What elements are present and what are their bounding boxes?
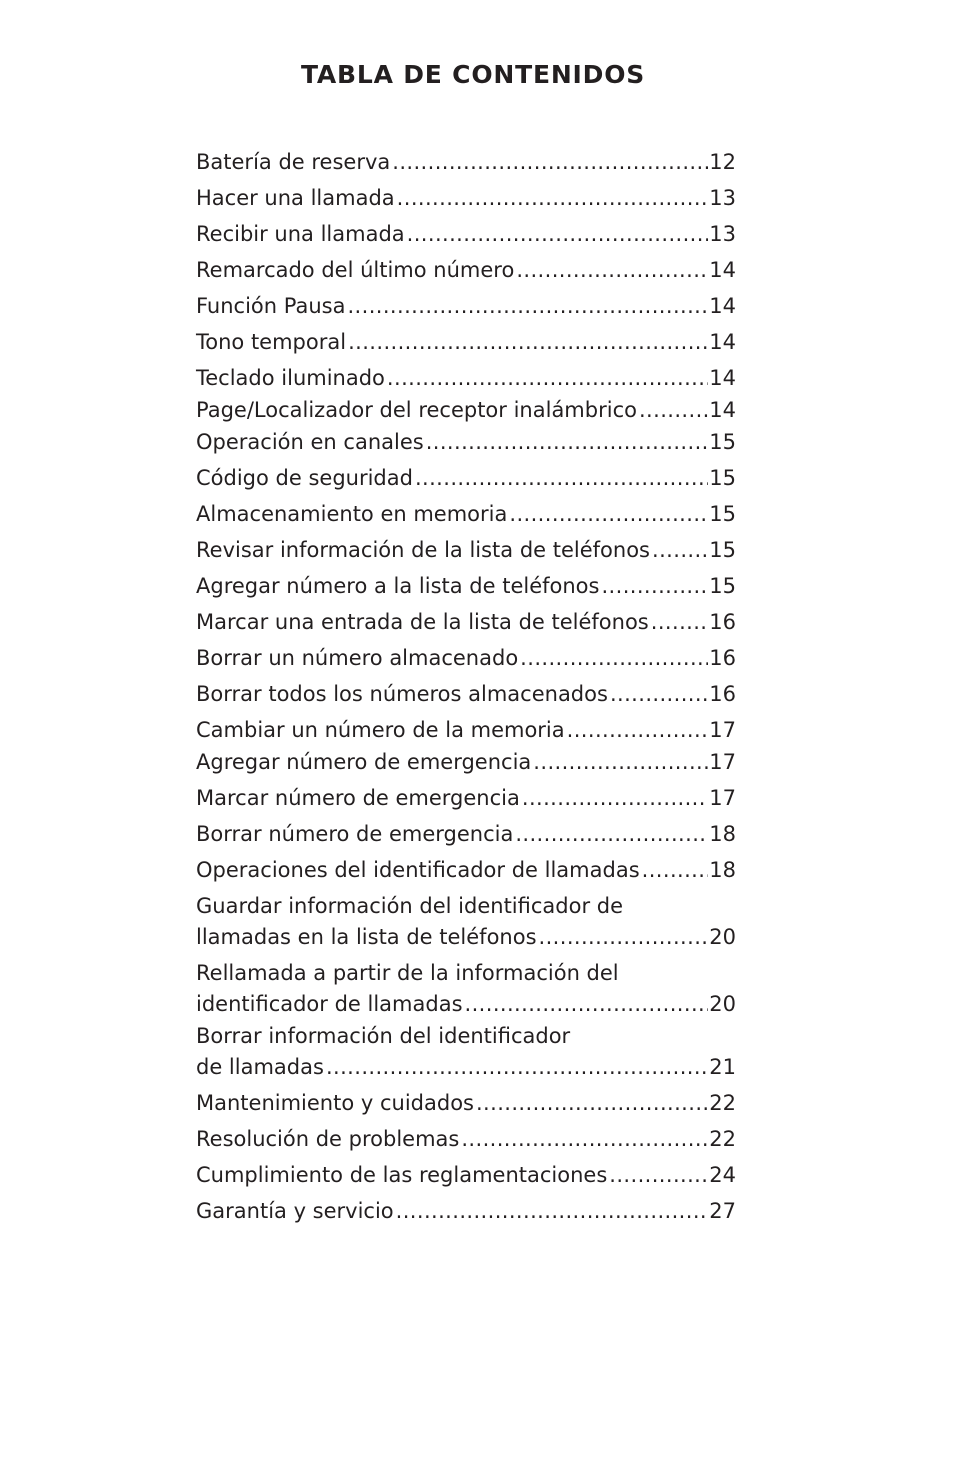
toc-entry bbox=[196, 607, 736, 638]
toc-entry bbox=[196, 958, 736, 1020]
dot-leader bbox=[387, 363, 708, 394]
dot-leader bbox=[652, 535, 708, 566]
toc-entry bbox=[196, 747, 736, 778]
dot-leader bbox=[426, 427, 709, 458]
toc-entry bbox=[196, 255, 736, 286]
dot-leader bbox=[639, 395, 708, 426]
toc-entry-label: Cumplimiento de las reglamentaciones bbox=[196, 1163, 608, 1187]
toc-entry-label: Resolución de problemas bbox=[196, 1127, 460, 1151]
toc-entry-page: 18 bbox=[709, 822, 736, 846]
toc-entry bbox=[196, 1088, 736, 1119]
toc-entry bbox=[196, 363, 736, 394]
toc-entry-label: Revisar información de la lista de teléfonos bbox=[196, 538, 651, 562]
toc-entry bbox=[196, 219, 736, 250]
toc-entry bbox=[196, 291, 736, 322]
toc-entry-label: Marcar una entrada de la lista de teléfonos bbox=[196, 610, 649, 634]
dot-leader bbox=[520, 643, 708, 674]
toc-entry-page: 14 bbox=[709, 294, 736, 318]
dot-leader bbox=[642, 855, 709, 886]
toc-entry-label: Código de seguridad bbox=[196, 466, 413, 490]
toc-entry-label: Mantenimiento y cuidados bbox=[196, 1091, 474, 1115]
toc-entry bbox=[196, 1160, 736, 1191]
toc-entry bbox=[196, 571, 736, 602]
toc-entry bbox=[196, 819, 736, 850]
toc-entry-page: 27 bbox=[709, 1199, 736, 1223]
toc-entry-label-line1: Guardar información del identificador de bbox=[196, 894, 624, 918]
toc-entry-label: Cambiar un número de la memoria bbox=[196, 718, 565, 742]
toc-entry-page: 15 bbox=[709, 502, 736, 526]
dot-leader bbox=[461, 1124, 708, 1155]
dot-leader bbox=[601, 571, 708, 602]
toc-entry bbox=[196, 891, 736, 953]
toc-entry-label: Función Pausa bbox=[196, 294, 346, 318]
toc-entry-label: Hacer una llamada bbox=[196, 186, 395, 210]
toc-entry-page: 14 bbox=[709, 398, 736, 422]
toc-entry-label: Operaciones del identificador de llamadas bbox=[196, 858, 640, 882]
toc-entry bbox=[196, 1021, 736, 1083]
toc-entry-label: llamadas en la lista de teléfonos bbox=[196, 925, 537, 949]
toc-entry-label: Borrar todos los números almacenados bbox=[196, 682, 608, 706]
dot-leader bbox=[609, 1160, 708, 1191]
toc-entry-label: de llamadas bbox=[196, 1055, 324, 1079]
toc-entry-label: Garantía y servicio bbox=[196, 1199, 394, 1223]
dot-leader bbox=[515, 819, 708, 850]
toc-entry-page: 16 bbox=[709, 610, 736, 634]
dot-leader bbox=[415, 463, 708, 494]
toc-entry bbox=[196, 183, 736, 214]
toc-entry-label-line1: Borrar información del identificador bbox=[196, 1024, 571, 1048]
table-of-contents bbox=[196, 147, 736, 1227]
toc-entry bbox=[196, 395, 736, 426]
toc-entry-label: Teclado iluminado bbox=[196, 366, 385, 390]
toc-entry-page: 24 bbox=[709, 1163, 736, 1187]
toc-entry-label: Page/Localizador del receptor inalámbrico bbox=[196, 398, 637, 422]
toc-entry-page: 15 bbox=[709, 538, 736, 562]
toc-entry bbox=[196, 535, 736, 566]
dot-leader bbox=[533, 747, 708, 778]
dot-leader bbox=[407, 219, 709, 250]
dot-leader bbox=[509, 499, 708, 530]
dot-leader bbox=[539, 922, 709, 953]
toc-entry-page: 18 bbox=[709, 858, 736, 882]
toc-entry-page: 15 bbox=[709, 574, 736, 598]
toc-entry-page: 20 bbox=[709, 992, 736, 1016]
toc-entry-page: 15 bbox=[709, 430, 736, 454]
toc-entry-page: 22 bbox=[709, 1091, 736, 1115]
toc-entry-page: 22 bbox=[709, 1127, 736, 1151]
dot-leader bbox=[347, 291, 708, 322]
toc-entry-page: 14 bbox=[709, 258, 736, 282]
toc-entry-label: Remarcado del último número bbox=[196, 258, 515, 282]
toc-entry-page: 16 bbox=[709, 646, 736, 670]
dot-leader bbox=[476, 1088, 708, 1119]
toc-entry-page: 17 bbox=[709, 786, 736, 810]
dot-leader bbox=[396, 1196, 709, 1227]
toc-entry bbox=[196, 855, 736, 886]
toc-entry bbox=[196, 499, 736, 530]
toc-entry-label-line1: Rellamada a partir de la información del bbox=[196, 961, 619, 985]
toc-entry-label: Recibir una llamada bbox=[196, 222, 405, 246]
toc-entry bbox=[196, 715, 736, 746]
dot-leader bbox=[610, 679, 708, 710]
dot-leader bbox=[567, 715, 709, 746]
dot-leader bbox=[651, 607, 709, 638]
dot-leader bbox=[522, 783, 708, 814]
toc-entry bbox=[196, 147, 736, 178]
dot-leader bbox=[348, 327, 708, 358]
toc-entry-page: 13 bbox=[709, 222, 736, 246]
toc-entry-label: Tono temporal bbox=[196, 330, 347, 354]
toc-entry-page: 21 bbox=[709, 1055, 736, 1079]
toc-entry-label: Batería de reserva bbox=[196, 150, 391, 174]
toc-entry-page: 17 bbox=[709, 718, 736, 742]
toc-entry-label: Almacenamiento en memoria bbox=[196, 502, 508, 526]
toc-entry bbox=[196, 643, 736, 674]
toc-entry bbox=[196, 1196, 736, 1227]
toc-entry bbox=[196, 427, 736, 458]
dot-leader bbox=[516, 255, 708, 286]
toc-entry-page: 15 bbox=[709, 466, 736, 490]
dot-leader bbox=[326, 1052, 708, 1083]
dot-leader bbox=[397, 183, 709, 214]
toc-entry-page: 13 bbox=[709, 186, 736, 210]
toc-entry bbox=[196, 327, 736, 358]
toc-entry-page: 17 bbox=[709, 750, 736, 774]
page-title: TABLA DE CONTENIDOS bbox=[300, 60, 646, 89]
toc-entry-page: 20 bbox=[709, 925, 736, 949]
toc-entry-label: Borrar número de emergencia bbox=[196, 822, 514, 846]
toc-entry-label: Operación en canales bbox=[196, 430, 424, 454]
dot-leader bbox=[465, 989, 709, 1020]
toc-entry bbox=[196, 783, 736, 814]
toc-entry-label: Agregar número a la lista de teléfonos bbox=[196, 574, 600, 598]
toc-entry-label: identificador de llamadas bbox=[196, 992, 463, 1016]
dot-leader bbox=[392, 147, 708, 178]
toc-entry bbox=[196, 679, 736, 710]
toc-entry-label: Borrar un número almacenado bbox=[196, 646, 519, 670]
toc-entry-label: Agregar número de emergencia bbox=[196, 750, 532, 774]
toc-entry-page: 16 bbox=[709, 682, 736, 706]
toc-entry bbox=[196, 463, 736, 494]
toc-entry-label: Marcar número de emergencia bbox=[196, 786, 520, 810]
toc-entry-page: 14 bbox=[709, 366, 736, 390]
toc-entry-page: 14 bbox=[709, 330, 736, 354]
toc-entry bbox=[196, 1124, 736, 1155]
toc-entry-page: 12 bbox=[709, 150, 736, 174]
